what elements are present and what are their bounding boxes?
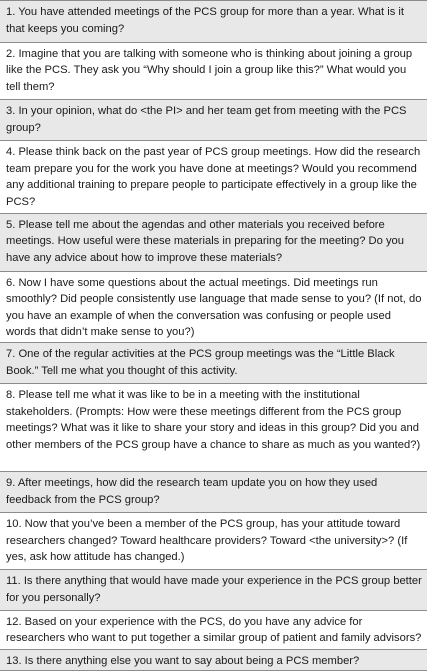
question-row-8: 8. Please tell me what it was like to be in a meeting with the institutional stakeholders. (Prompts: How were these meetings different from the PCS group meetings? What was it like to share your story and ideas in this group? Did you and other members of the PCS group have a chance to share as much as you wanted?)	[0, 383, 427, 472]
question-row-9: 9. After meetings, how did the research team update you on how they used feedback from the PCS group?	[0, 471, 427, 512]
question-row-2: 2. Imagine that you are talking with someone who is thinking about joining a group like the PCS. They ask you “Why should I join a group like this?” What would you tell them?	[0, 42, 427, 100]
question-row-3: 3. In your opinion, what do <the PI> and her team get from meeting with the PCS group?	[0, 99, 427, 140]
question-row-10: 10. Now that you’ve been a member of the PCS group, has your attitude toward researchers changed? Toward healthcare providers? Toward <the university>? (If yes, ask how attitude has changed.)	[0, 512, 427, 569]
question-row-12: 12. Based on your experience with the PCS, do you have any advice for researchers who want to put together a similar group of patient and family advisors?	[0, 610, 427, 650]
question-row-6: 6. Now I have some questions about the actual meetings. Did meetings run smoothly? Did people consistently use language that made sense to you? (If not, do you have an example of when the conversation was confusing or people used words that didn’t make sense to you?)	[0, 271, 427, 343]
question-row-11: 11. Is there anything that would have made your experience in the PCS group better for you personally?	[0, 569, 427, 610]
question-row-7: 7. One of the regular activities at the PCS group meetings was the “Little Black Book.” Tell me what you thought of this activity.	[0, 342, 427, 383]
question-row-13: 13. Is there anything else you want to say about being a PCS member?	[0, 649, 427, 670]
question-row-5: 5. Please tell me about the agendas and other materials you received before meetings. How useful were these materials in preparing for the meeting? Do you have any advice about how to improve these materials?	[0, 213, 427, 271]
question-row-1: 1. You have attended meetings of the PCS group for more than a year. What is it that keeps you coming?	[0, 1, 427, 42]
question-row-4: 4. Please think back on the past year of PCS group meetings. How did the research team prepare you for the work you have done at meetings? Would you recommend any additional training to prepare people to participate effectively in a group like the PCS?	[0, 140, 427, 213]
